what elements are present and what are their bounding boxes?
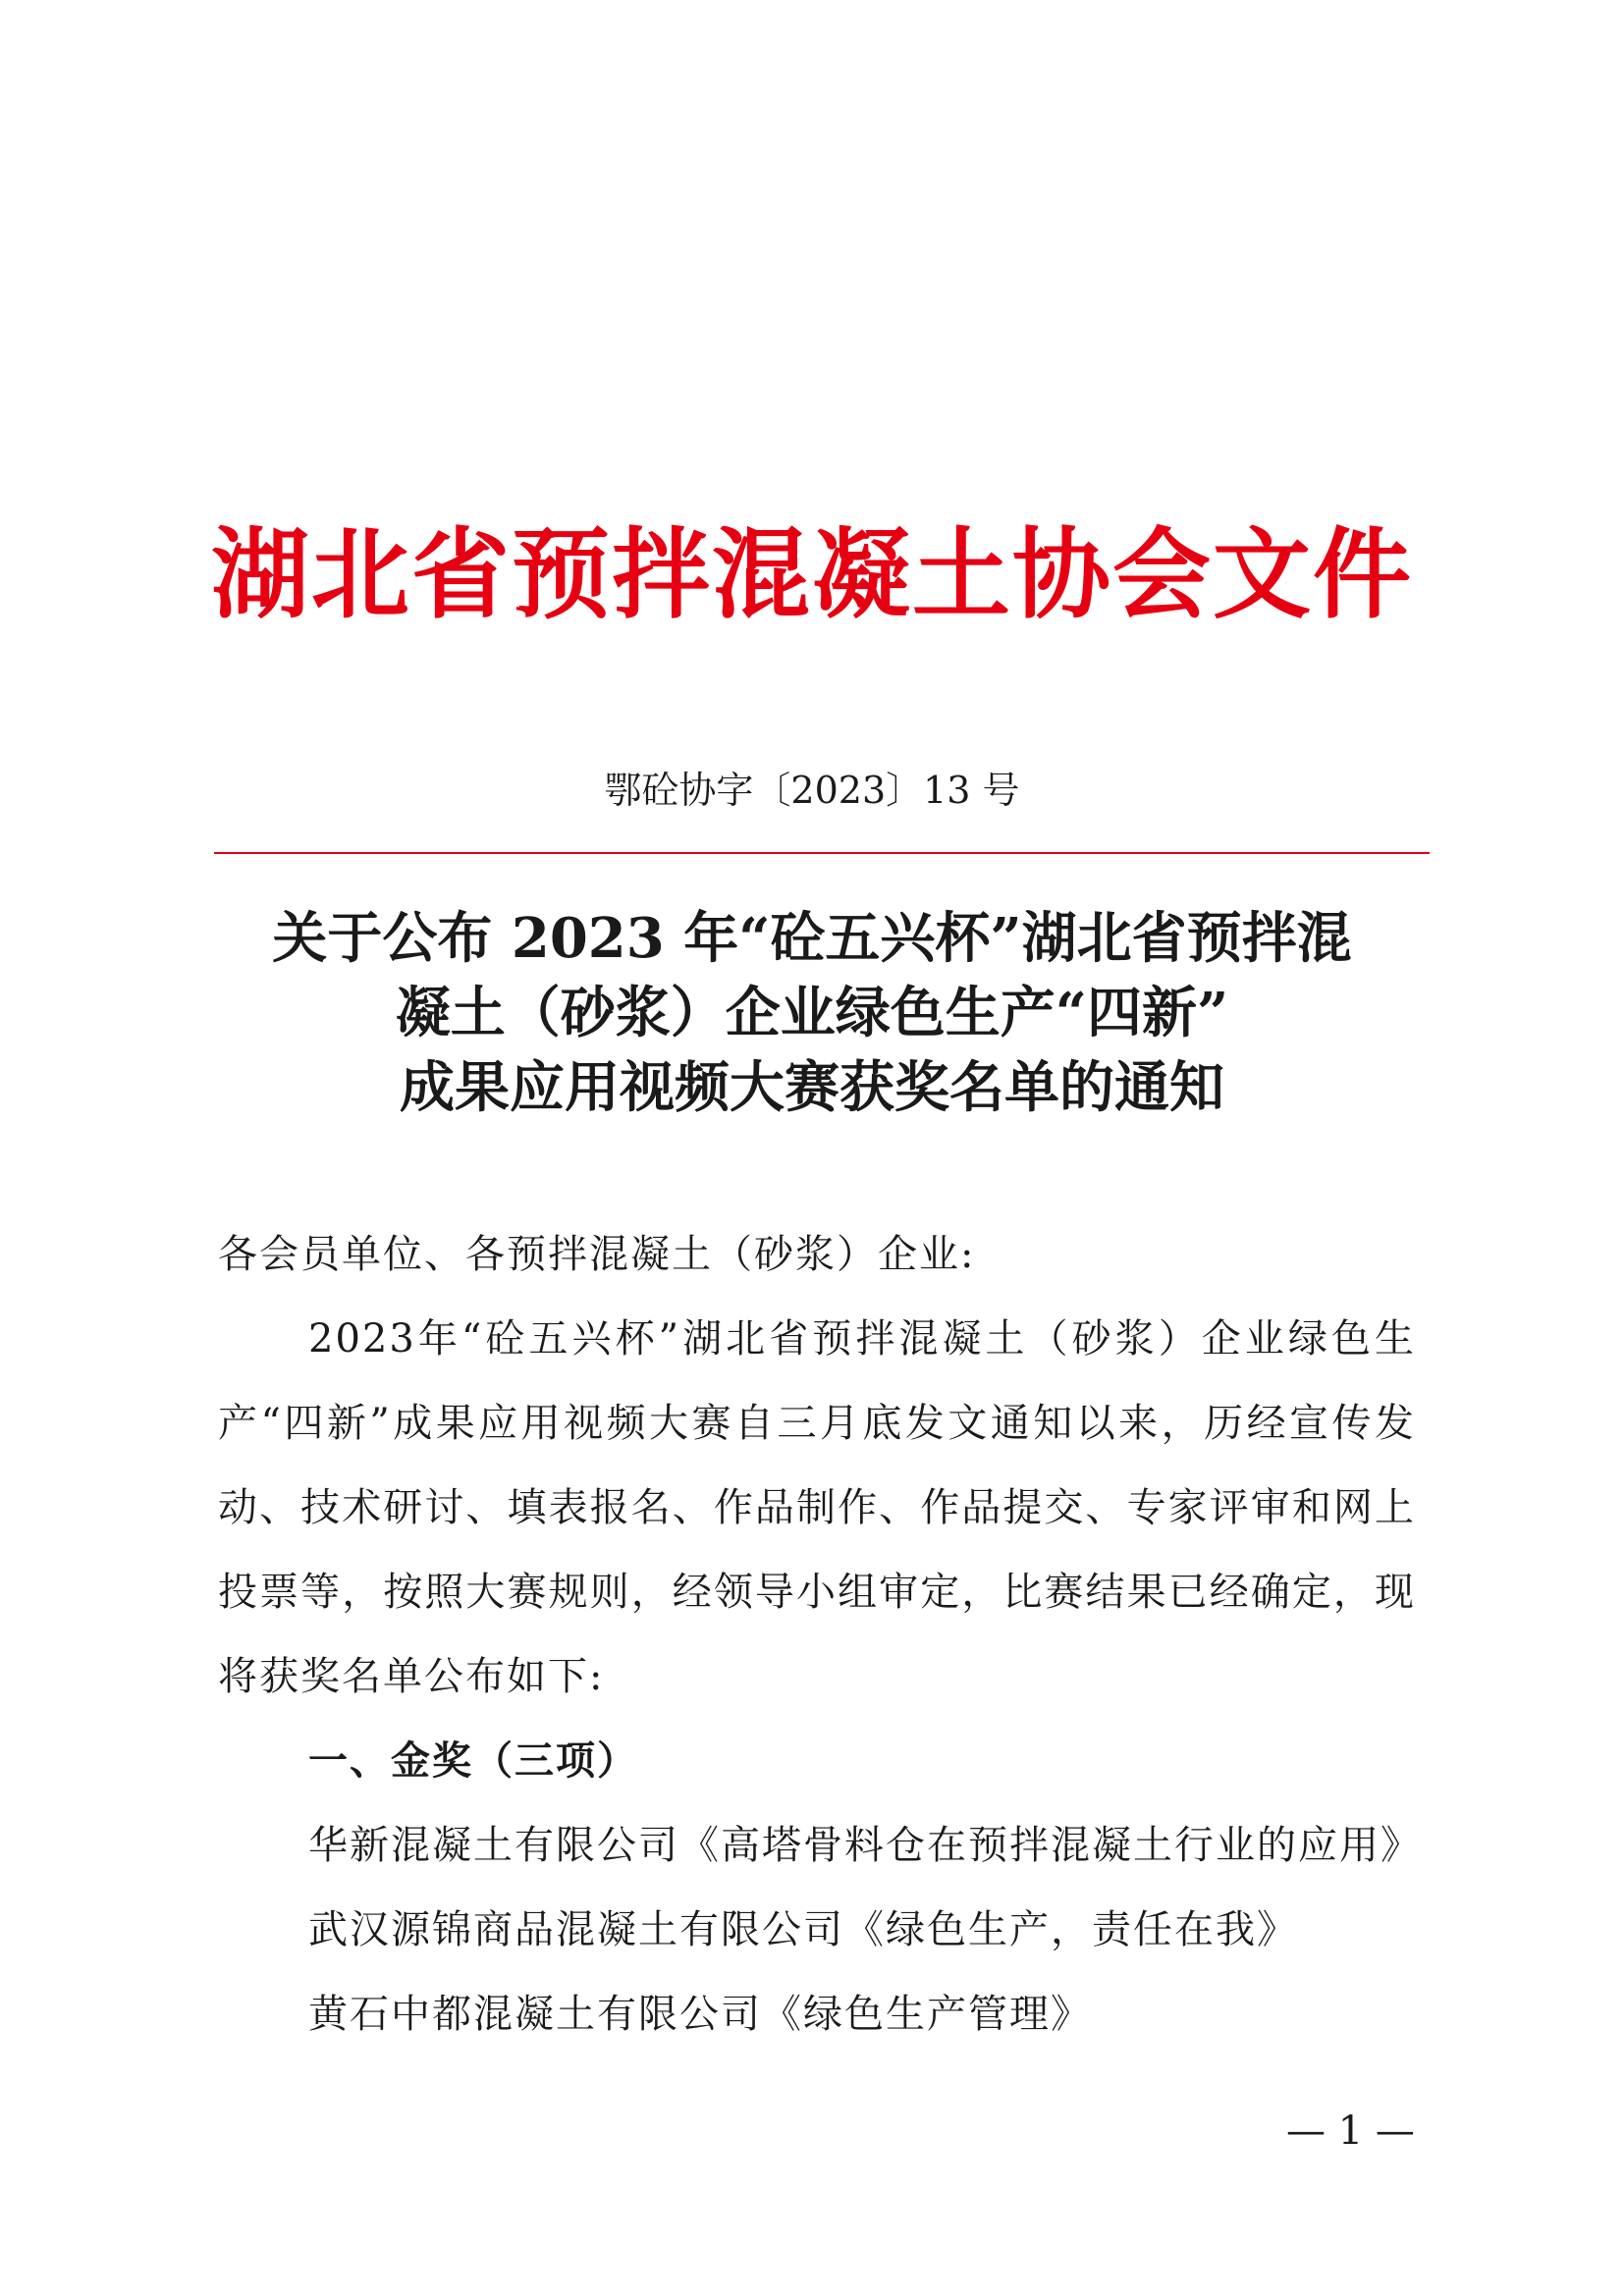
intro-paragraph: 2023年“砼五兴杯”湖北省预拌混凝土（砂浆）企业绿色生产“四新”成果应用视频大赛自三月底发文通知以来，历经宣传发动、技术研讨、填表报名、作品制作、作品提交、专家评审和网上投票等，按照大赛规则，经领导小组审定，比赛结果已经确定，现将获奖名单公布如下: (218, 1316, 1416, 1699)
salutation: 各会员单位、各预拌混凝土（砂浆）企业: (218, 1232, 976, 1277)
gold-award-heading: 一、金奖（三项） (308, 1738, 638, 1784)
gold-award-entry-3: 黄石中都混凝土有限公司《绿色生产管理》 (308, 1992, 1092, 2037)
notice-title-line-2: 凝土（砂浆）企业绿色生产“四新” (395, 981, 1229, 1045)
notice-title-line-3: 成果应用视频大赛获奖名单的通知 (400, 1055, 1224, 1120)
notice-body (218, 1212, 1422, 2056)
document-number: 鄂砼协字〔2023〕13 号 (604, 769, 1020, 812)
page-number: — 1 — (1286, 2109, 1415, 2154)
gold-award-entry-2: 武汉源锦商品混凝土有限公司《绿色生产，责任在我》 (308, 1907, 1298, 1952)
notice-title-line-1: 关于公布 2023 年“砼五兴杯”湖北省预拌混 (272, 906, 1352, 971)
header-divider (214, 852, 1430, 854)
gold-award-entry-1: 华新混凝土有限公司《高塔骨料仓在预拌混凝土行业的应用》 (308, 1823, 1422, 1868)
notice-title (0, 901, 1624, 1125)
document-header-title: 湖北省预拌混凝土协会文件 (211, 516, 1413, 632)
